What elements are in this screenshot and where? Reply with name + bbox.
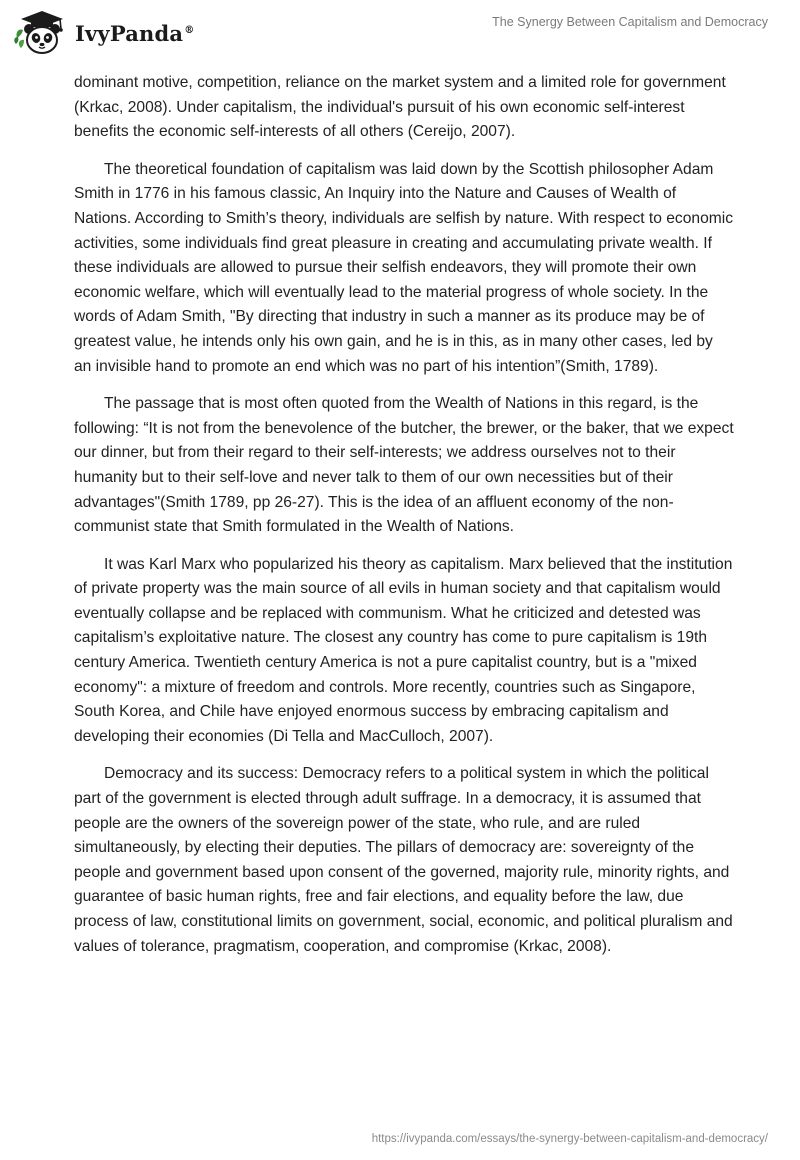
paragraph: dominant motive, competition, reliance on the market system and a limited role for government (Krkac, 2008). Under capitalism, the individual's pursuit of his own economic self-interest benefits the economic self-interests of all others (Cereijo, 2007). xyxy=(74,74,726,141)
brand-name-text: IvyPanda xyxy=(75,20,184,46)
panda-mascot-icon xyxy=(13,8,69,58)
page-header xyxy=(0,0,800,70)
ivypanda-logo[interactable] xyxy=(13,7,194,59)
paragraph: The theoretical foundation of capitalism was laid down by the Scottish philosopher Adam Smith in 1776 in his famous classic, An Inquiry into the Nature and Causes of Wealth of Nations. According to Smith’s theory, individuals are selfish by nature. With respect to economic activities, some individuals find great pleasure in creating and accumulating private wealth. If these individuals are allowed to pursue their selfish endeavors, they will promote their own economic welfare, which will eventually lead to the material progress of whole society. In the words of Adam Smith, "By directing that industry in such a manner as its produce may be of greatest value, he intends only his own gain, and he is in this, as in many other cases, led by an invisible hand to promote an end which was no part of his intention”(Smith, 1789). xyxy=(74,160,734,375)
document-title: The Synergy Between Capitalism and Democracy xyxy=(492,15,768,29)
essay-body xyxy=(74,71,734,972)
paragraph: The passage that is most often quoted from the Wealth of Nations in this regard, is the following: “It is not from the benevolence of the butcher, the brewer, or the baker, that we expect our dinner, but from their regard to their self-interests; we address ourselves not to their humanity but to their self-love and never talk to them of our own necessities but of their advantages"(Smith 1789, pp 26-27). This is the idea of an affluent economy of the non-communist state that Smith formulated in the Wealth of Nations. xyxy=(74,395,734,536)
brand-name xyxy=(75,21,194,46)
registered-mark: ® xyxy=(184,24,195,36)
paragraph: Democracy and its success: Democracy refers to a political system in which the political part of the government is elected through adult suffrage. In a democracy, it is assumed that people are the owners of the sovereign power of the state, who rule, and are ruled simultaneously, by electing their deputies. The pillars of democracy are: sovereignty of the people and government based upon consent of the governed, majority rule, minority rights, and guarantee of basic human rights, free and fair elections, and equality before the law, due process of law, constitutional limits on government, social, economic, and political pluralism and values of tolerance, pragmatism, cooperation, and compromise (Krkac, 2008). xyxy=(74,765,733,955)
source-url[interactable]: https://ivypanda.com/essays/the-synergy-between-capitalism-and-democracy/ xyxy=(371,1133,768,1145)
paragraph: It was Karl Marx who popularized his theory as capitalism. Marx believed that the institution of private property was the main source of all evils in human society and that capitalism would eventually collapse and be replaced with communism. What he criticized and detested was capitalism’s exploitative nature. The closest any country has come to pure capitalism is 19th century America. Twentieth century America is not a pure capitalist country, but is a "mixed economy": a mixture of freedom and controls. More recently, countries such as Singapore, South Korea, and Chile have enjoyed enormous success by embracing capitalism and developing their economies (Di Tella and MacCulloch, 2007). xyxy=(74,555,733,745)
